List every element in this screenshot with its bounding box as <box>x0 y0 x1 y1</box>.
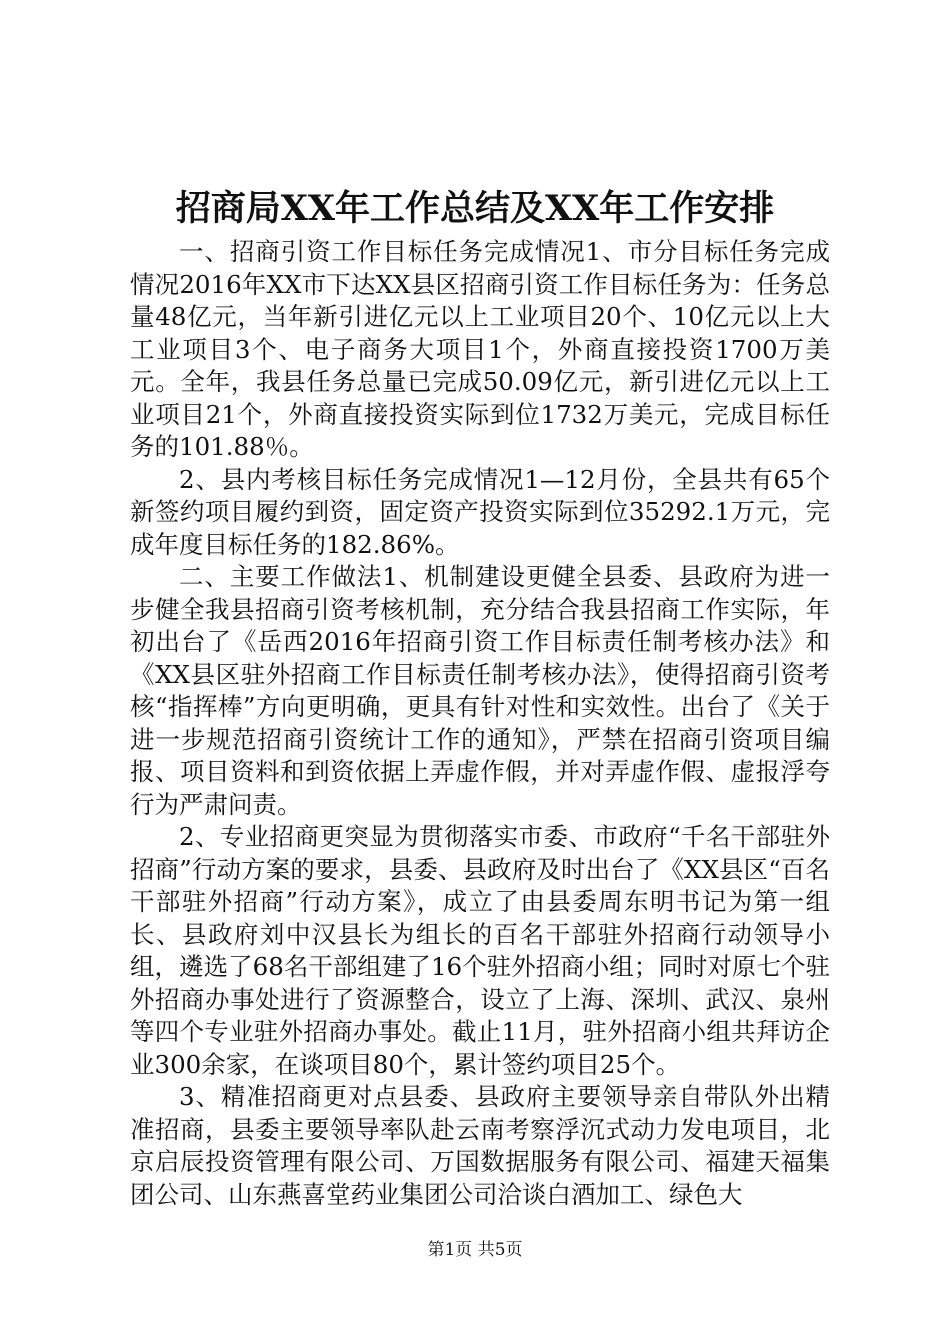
paragraph: 一、招商引资工作目标任务完成情况1、市分目标任务完成情况2016年XX市下达XX县区招商引资工作目标任务为：任务总量48亿元，当年新引进亿元以上工业项目20个、10亿元以上大工业项目3个、电子商务大项目1个，外商直接投资1700万美元。全年，我县任务总量已完成50.09亿元，新引进亿元以上工业项目21个，外商直接投资实际到位1732万美元，完成目标任务的101.88％。 <box>130 237 830 461</box>
paragraph: 3、精准招商更对点县委、县政府主要领导亲自带队外出精准招商，县委主要领导率队赴云南考察浮沉式动力发电项目，北京启辰投资管理有限公司、万国数据服务有限公司、福建天福集团公司、山东燕喜堂药业集团公司洽谈白酒加工、绿色大 <box>130 1082 830 1209</box>
document-title: 招商局XX年工作总结及XX年工作安排 <box>175 188 775 229</box>
page-number-footer: 第1页 共5页 <box>427 1240 523 1260</box>
paragraph: 2、县内考核目标任务完成情况1—12月份，全县共有65个新签约项目履约到资，固定资产投资实际到位35292.1万元，完成年度目标任务的182.86%。 <box>130 464 830 559</box>
paragraph: 2、专业招商更突显为贯彻落实市委、市政府“千名干部驻外招商”行动方案的要求，县委、县政府及时出台了《XX县区“百名干部驻外招商”行动方案》，成立了由县委周东明书记为第一组长、县政府刘中汉县长为组长的百名干部驻外招商行动领导小组，遴选了68名干部组建了16个驻外招商小组；同时对原七个驻外招商办事处进行了资源整合，设立了上海、深圳、武汉、泉州等四个专业驻外招商办事处。截止11月，驻外招商小组共拜访企业300余家，在谈项目80个，累计签约项目25个。 <box>130 822 830 1079</box>
document-body <box>130 236 830 1211</box>
paragraph: 二、主要工作做法1、机制建设更健全县委、县政府为进一步健全我县招商引资考核机制，充分结合我县招商工作实际，年初出台了《岳西2016年招商引资工作目标责任制考核办法》和《XX县区驻外招商工作目标责任制考核办法》，使得招商引资考核“指挥棒”方向更明确，更具有针对性和实效性。出台了《关于进一步规范招商引资统计工作的通知》，严禁在招商引资项目编报、项目资料和到资依据上弄虚作假，并对弄虚作假、虚报浮夸行为严肃问责。 <box>130 562 830 819</box>
